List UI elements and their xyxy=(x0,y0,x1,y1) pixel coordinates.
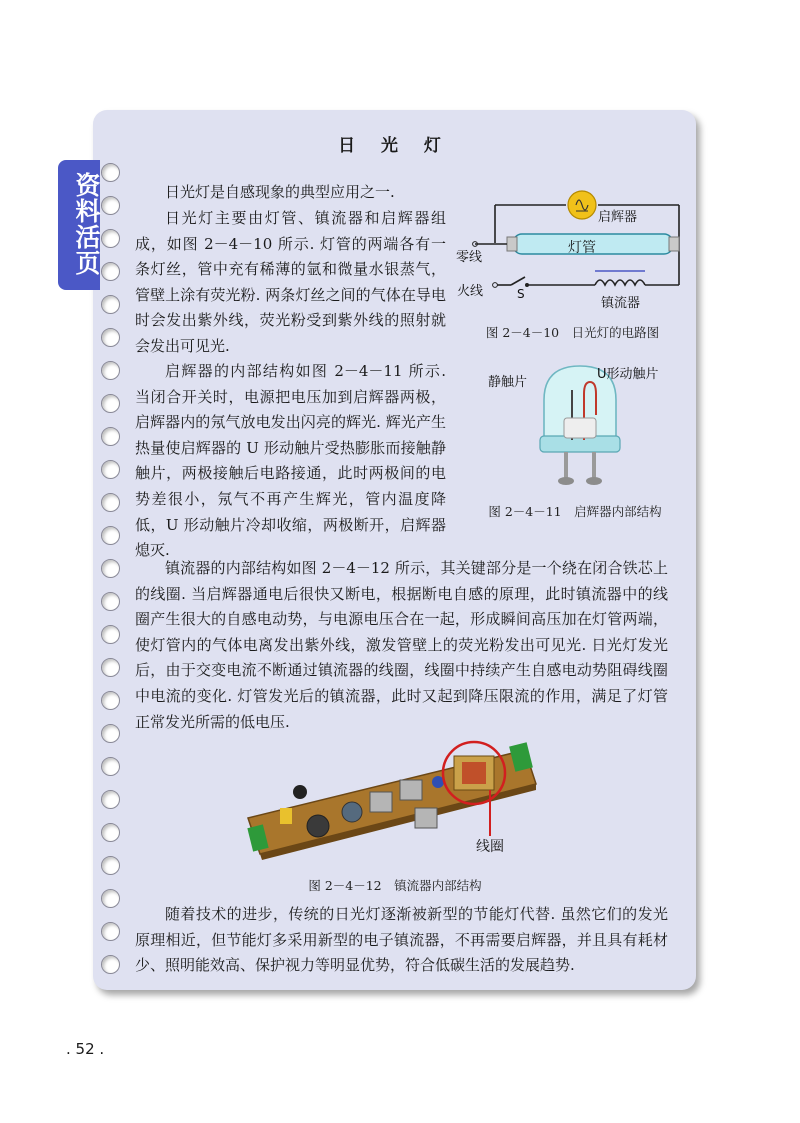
ballast-coil-icon xyxy=(595,280,645,285)
label-live: 火线 xyxy=(457,284,484,299)
caption-fig10: 图 2－4－10 日光灯的电路图 xyxy=(485,325,660,340)
label-tube: 灯管 xyxy=(568,240,596,256)
label-starter: 启辉器 xyxy=(598,210,638,225)
label-neutral: 零线 xyxy=(456,250,483,265)
label-u-contact: U形动触片 xyxy=(597,367,659,382)
page-number: . 52 . xyxy=(66,1040,105,1058)
label-coil: 线圈 xyxy=(476,839,504,855)
paragraph-starter: 启辉器的内部结构如图 2－4－11 所示. 当闭合开关时，电源把电压加到启辉器两极，启辉器内的氖气放电发出闪亮的辉光. 辉光产生热量使启辉器的 U 形动触片受热膨胀而接触静触片，两极接触后电路接通，此时两极间的电势差很小，氖气不再产生辉光，管内温度降低，U 形动触片冷却收缩，两极断开，启辉器熄灭. xyxy=(135,362,446,560)
side-tab xyxy=(58,160,100,290)
caption-fig12: 图 2－4－12 镇流器内部结构 xyxy=(308,878,482,893)
coil-pointer-line xyxy=(480,790,500,840)
label-ballast: 镇流器 xyxy=(601,296,641,311)
label-static-contact: 静触片 xyxy=(488,375,528,390)
paragraph-ballast: 镇流器的内部结构如图 2－4－12 所示，其关键部分是一个绕在闭合铁芯上的线圈. 当启辉器通电后很快又断电，根据断电自感的原理，此时镇流器中的线圈产生很大的自感电动势，与电源电压合在一起，形成瞬间高压加在灯管两端，使灯管内的气体电离发出紫外线，激发管壁上的荧光粉发出可见光. 日光灯发光后，由于交变电流不断通过镇流器的线圈，线圈中持续产生自感电动势阻碍线圈中电流的变化. 灯管发光后的镇流器，此时又起到降压限流的作用，满足了灯管正常发光所需的低电压. xyxy=(135,559,668,731)
paragraph-intro: 日光灯是自感现象的典型应用之一. xyxy=(165,183,395,201)
label-switch: S xyxy=(517,287,525,301)
switch-icon xyxy=(511,277,525,285)
caption-fig11: 图 2－4－11 启辉器内部结构 xyxy=(488,504,662,519)
page-title: 日 光 灯 xyxy=(338,136,451,156)
side-tab-label: 资料活页 xyxy=(72,172,101,276)
paragraph-energy-saving: 随着技术的进步，传统的日光灯逐渐被新型的节能灯代替. 虽然它们的发光原理相近，但节能灯多采用新型的电子镇流器，不再需要启辉器，并且具有耗材少、照明能效高、保护视力等明显优势，符合低碳生活的发展趋势. xyxy=(135,905,668,975)
paragraph-components: 日光灯主要由灯管、镇流器和启辉器组成，如图 2－4－10 所示. 灯管的两端各有一条灯丝，管中充有稀薄的氩和微量水银蒸气，管壁上涂有荧光粉. 两条灯丝之间的气体在导电时会发出紫外线，荧光粉受到紫外线的照射就会发出可见光. xyxy=(135,209,446,355)
